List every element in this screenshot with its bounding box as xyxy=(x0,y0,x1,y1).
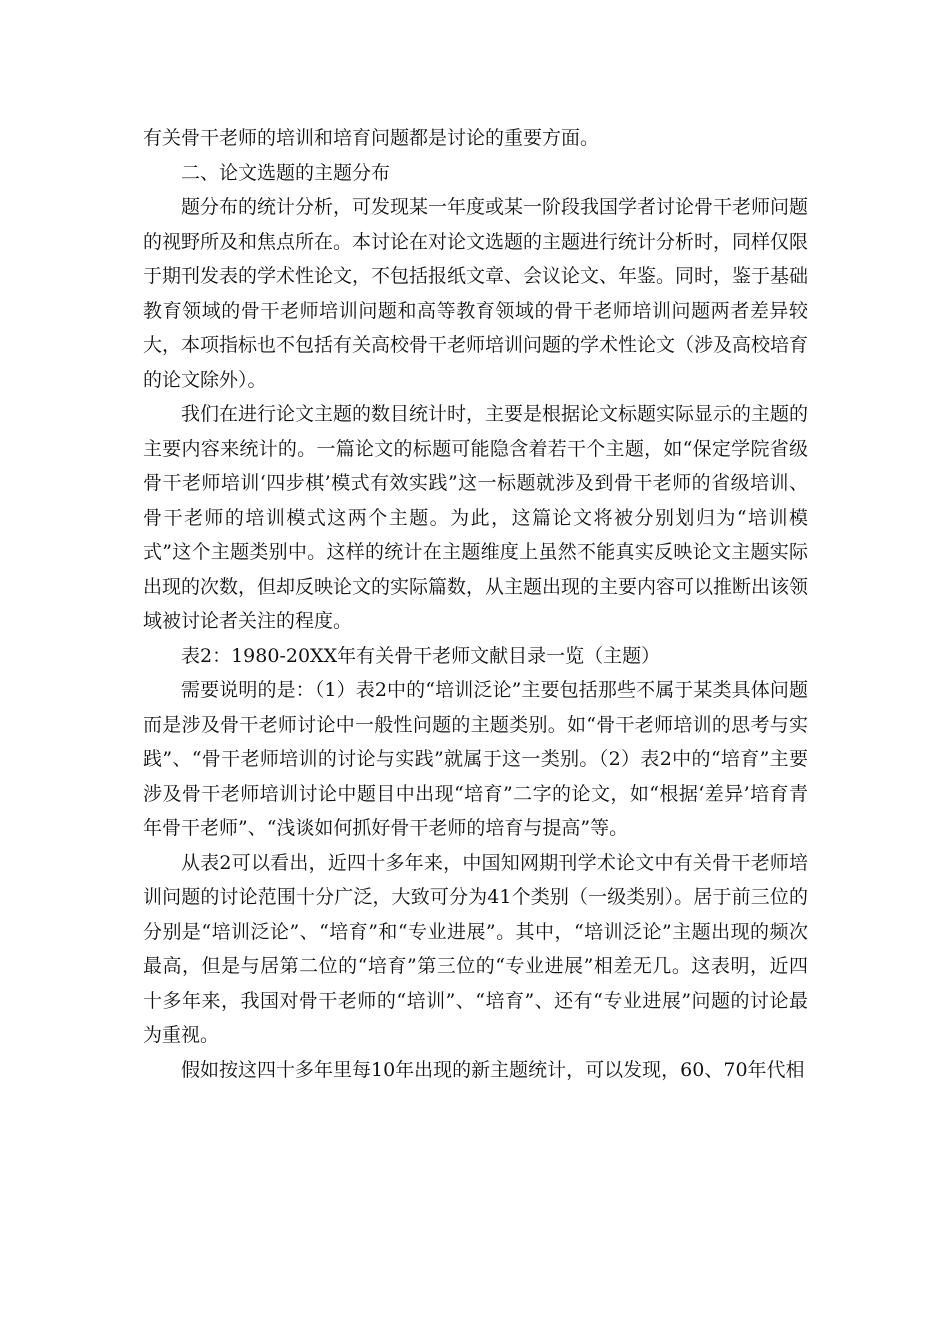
body-paragraph: 我们在进行论文主题的数目统计时，主要是根据论文标题实际显示的主题的主要内容来统计的。一篇论文的标题可能隐含着若干个主题，如“保定学院省级骨干老师培训‘四步棋’模式有效实践”这一标题就涉及到骨干老师的省级培训、骨干老师的培训模式这两个主题。为此，这篇论文将被分别划归为“培训模式”这个主题类别中。这样的统计在主题维度上虽然不能真实反映论文主题实际出现的次数，但却反映论文的实际篇数，从主题出现的主要内容可以推断出该领域被讨论者关注的程度。 xyxy=(143,403,809,632)
continuation-paragraph: 有关骨干老师的培训和培育问题都是讨论的重要方面。 xyxy=(143,127,600,149)
section-heading: 二、论文选题的主题分布 xyxy=(181,161,391,184)
document-body xyxy=(143,121,808,1087)
body-paragraph: 假如按这四十多年里每10年出现的新主题统计，可以发现，60、70年代相 xyxy=(181,1058,805,1081)
body-paragraph: 从表2可以看出，近四十多年来，中国知网期刊学术论文中有关骨干老师培训问题的讨论范围十分广泛，大致可分为41个类别（一级类别）。居于前三位的分别是“培训泛论”、“培育”和“专业进展”。其中，“培训泛论”主题出现的频次最高，但是与居第二位的“培育”第三位的“专业进展”相差无几。这表明，近四十多年来，我国对骨干老师的“培训”、“培育”、还有“专业进展”问题的讨论最为重视。 xyxy=(143,851,808,1046)
body-paragraph: 需要说明的是：（1）表2中的“培训泛论”主要包括那些不属于某类具体问题而是涉及骨干老师讨论中一般性问题的主题类别。如“骨干老师培训的思考与实践”、“骨干老师培训的讨论与实践”就属于这一类别。（2）表2中的“培育”主要涉及骨干老师培训讨论中题目中出现“培育”二字的论文，如“根据‘差异’培育青年骨干老师”、“浅谈如何抓好骨干老师的培育与提高”等。 xyxy=(143,679,808,839)
body-paragraph: 题分布的统计分析，可发现某一年度或某一阶段我国学者讨论骨干老师问题的视野所及和焦点所在。本讨论在对论文选题的主题进行统计分析时，同样仅限于期刊发表的学术性论文，不包括报纸文章、会议论文、年鉴。同时，鉴于基础教育领域的骨干老师培训问题和高等教育领域的骨干老师培训问题两者差异较大，本项指标也不包括有关高校骨干老师培训问题的学术性论文（涉及高校培育的论文除外）。 xyxy=(143,196,809,391)
table-caption: 表2：1980-20XX年有关骨干老师文献目录一览（主题） xyxy=(181,644,661,667)
